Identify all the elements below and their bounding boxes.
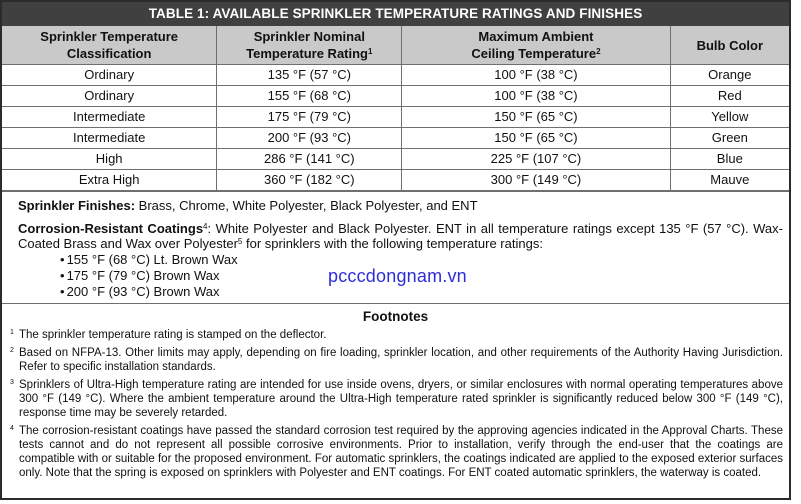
header-classification: Sprinkler Temperature Classification <box>2 26 217 65</box>
footnote-item <box>2 378 789 420</box>
cell-bulb-color: Mauve <box>670 170 789 191</box>
cell-bulb-color: Red <box>670 86 789 107</box>
footnote-text: Based on NFPA-13. Other limits may apply, depending on fire loading, sprinkler location, and other requirements of the Authority Having Jurisdiction. Refer to specific installation standards. <box>19 347 783 373</box>
footnote-text: The corrosion-resistant coatings have passed the standard corrosion test required by the approving agencies indicated in the Approval Charts. These tests cannot and do not represent all possible corrosive environments. Prior to installation, verify through the end-user that the coatings are compatible with or suitable for the proposed environment. For automatic sprinklers, the coatings indicated are applied to the exposed exterior surfaces only. Note that the spring is exposed on sprinklers with Polyester and ENT coatings. For ENT coated automatic sprinklers, the waterway is coated. <box>19 425 783 479</box>
ratings-table <box>2 26 789 191</box>
cell-ambient: 100 °F (38 °C) <box>402 65 670 86</box>
cell-nominal: 155 °F (68 °C) <box>217 86 402 107</box>
footnote-ref: 2 <box>596 47 601 56</box>
cell-ambient: 100 °F (38 °C) <box>402 86 670 107</box>
cell-bulb-color: Yellow <box>670 107 789 128</box>
table-row <box>2 86 789 107</box>
cell-classification: Intermediate <box>2 107 217 128</box>
table-row <box>2 107 789 128</box>
cell-bulb-color: Orange <box>670 65 789 86</box>
corrosion-label: Corrosion-Resistant Coatings <box>18 221 204 236</box>
cell-classification: Ordinary <box>2 86 217 107</box>
footnote-item <box>2 328 789 342</box>
footnote-item <box>2 424 789 480</box>
finishes-section <box>2 191 789 304</box>
footnote-ref: 1 <box>368 47 373 56</box>
header-bulb-color: Bulb Color <box>670 26 789 65</box>
corrosion-text-b: for sprinklers with the following temperature ratings: <box>242 236 543 251</box>
footnote-number: 2 <box>10 347 14 354</box>
cell-ambient: 150 °F (65 °C) <box>402 128 670 149</box>
cell-classification: Ordinary <box>2 65 217 86</box>
cell-ambient: 225 °F (107 °C) <box>402 149 670 170</box>
table-row <box>2 149 789 170</box>
cell-nominal: 175 °F (79 °C) <box>217 107 402 128</box>
cell-bulb-color: Green <box>670 128 789 149</box>
finishes-line <box>18 198 783 213</box>
list-item: • 155 °F (68 °C) Lt. Brown Wax <box>60 252 783 268</box>
footnote-item <box>2 346 789 374</box>
list-item: • 175 °F (79 °C) Brown Wax <box>60 268 783 284</box>
cell-ambient: 300 °F (149 °C) <box>402 170 670 191</box>
corrosion-paragraph <box>18 221 783 251</box>
table-row <box>2 65 789 86</box>
table-row <box>2 128 789 149</box>
cell-ambient: 150 °F (65 °C) <box>402 107 670 128</box>
corrosion-text-a: : White Polyester and Black Polyester. ENT in all temperature ratings except 135 °F (57 °C). Wax-Coated Brass and Wax over Polyester <box>18 221 783 251</box>
footnote-ref: 5 <box>237 237 243 246</box>
footnote-number: 1 <box>10 329 14 336</box>
header-max-ambient: Maximum Ambient Ceiling Temperature$^2$ <box>402 26 670 65</box>
table-title: TABLE 1: AVAILABLE SPRINKLER TEMPERATURE RATINGS AND FINISHES <box>2 2 789 26</box>
cell-nominal: 135 °F (57 °C) <box>217 65 402 86</box>
table-row <box>2 170 789 191</box>
cell-classification: Intermediate <box>2 128 217 149</box>
footnote-text: The sprinkler temperature rating is stamped on the deflector. <box>19 329 327 341</box>
cell-nominal: 200 °F (93 °C) <box>217 128 402 149</box>
header-nominal-rating: Sprinkler Nominal Temperature Rating$^1$ <box>217 26 402 65</box>
finishes-label: Sprinkler Finishes: <box>18 198 136 213</box>
list-item: • 200 °F (93 °C) Brown Wax <box>60 284 783 300</box>
footnotes-heading: Footnotes <box>362 309 429 324</box>
cell-classification: Extra High <box>2 170 217 191</box>
cell-nominal: 360 °F (182 °C) <box>217 170 402 191</box>
footnote-number: 3 <box>10 379 14 386</box>
footnote-ref: 4 <box>203 222 208 231</box>
footnote-number: 4 <box>10 425 14 432</box>
cell-classification: High <box>2 149 217 170</box>
table-header-row <box>2 26 789 65</box>
watermark: pcccdongnam.vn <box>328 266 467 286</box>
cell-bulb-color: Blue <box>670 149 789 170</box>
finishes-text: Brass, Chrome, White Polyester, Black Polyester, and ENT <box>135 198 478 213</box>
footnote-text: Sprinklers of Ultra-High temperature rating are intended for use inside ovens, dryers, or similar enclosures with normal operating temperatures above 300 °F (149 °C). Where the ambient temperature around the Ultra-High temperature rated sprinkler is significantly reduced below 300 °F (149 °C), response time may be severely retarded. <box>19 379 783 419</box>
cell-nominal: 286 °F (141 °C) <box>217 149 402 170</box>
